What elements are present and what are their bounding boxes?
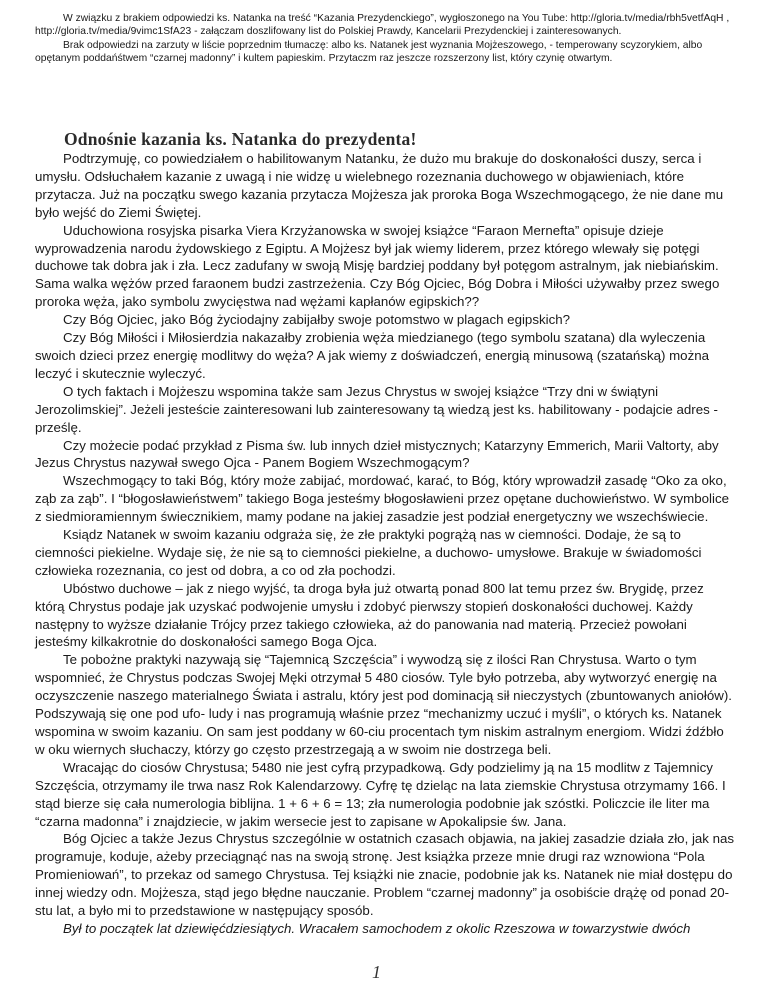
body-paragraph: Czy Bóg Ojciec, jako Bóg życiodajny zabijałby swoje potomstwo w plagach egipskich? (63, 312, 571, 328)
body-paragraph: Te pobożne praktyki nazywają się “Tajemnicą Szczęścia” i wywodzą się z ilości Ran Chrystusa. Warto o tym wspomnieć, że Chrystus podczas Swojej Męki otrzymał 5 480 ciosów. Tyle było potrzeba, aby wytworzyć energię na oczyszczenie naszego materialnego Świata i astralu, który jest pod dominacją sił nieczystych (zbuntowanych aniołów). Podszywają się one pod ufo- ludy i nas programują właśnie przez “mechanizmy uczuć i myśli”, o których ks. Natanek wspomina w swoim kazaniu. On sam jest poddany w 60-ciu procentach tym niskim astralnym energiom. Widzi źdźbło w oku wiernych słuchaczy, którzy go często przestrzegają a w swoim nie dostrzega beli. (35, 652, 732, 757)
article-body (35, 150, 735, 938)
body-paragraph: Czy Bóg Miłości i Miłosierdzia nakazałby zrobienia węża miedzianego (tego symbolu szatana) dla wyleczenia swoich dzieci przez energię modlitwy do węża? A jak wiemy z doświadczeń, energią minusową (szatańską) można leczyć i skutecznie wyleczyć. (35, 330, 710, 381)
body-paragraph: Czy możecie podać przykład z Pisma św. lub innych dzieł mistycznych; Katarzyny Emmerich, Marii Valtorty, aby Jezus Chrystus nazywał swego Ojca - Panem Bogiem Wszechmogącym? (35, 437, 719, 471)
intro-note (35, 12, 735, 66)
body-paragraph-italic: Był to początek lat dziewięćdziesiątych. Wracałem samochodem z okolic Rzeszowa w towarzystwie dwóch (63, 920, 691, 936)
intro-paragraph-2: Brak odpowiedzi na zarzuty w liście poprzednim tłumaczę: albo ks. Natanek jest wyznania Mojżeszowego, - temperowany scyzorykiem, albo opętanym poddańśtwem “czarnej madonny” i kultem papieskim. Przytaczm raz jeszcze rozszerzony list, który czynię otwartym. (35, 39, 703, 65)
body-paragraph: Wszechmogący to taki Bóg, który może zabijać, mordować, karać, to Bóg, który wprowadził zasadę “Oko za oko, ząb za ząb”. I “błogosławieństwem” takiego Boga jesteśmy błogosławieni przez opętane duchowieństwo. W symbolice z siedmioramiennym świecznikiem, mamy podane na jakiej zasadzie jest podział energetyczny we wszechświecie. (35, 473, 729, 525)
body-paragraph: Uduchowiona rosyjska pisarka Viera Krzyżanowska w swojej książce “Faraon Mernefta” opisuje dzieje wyprowadzenia narodu żydowskiego z Egiptu. A Mojżesz był jak wiemy liderem, przez którego wlewały się potęgi duchowe tak dobra jak i zła. Lecz zadufany w swoją Misję bardziej poddany był potęgom astralnym, jak niebiańskim. Sama walka wężów przed faraonem budzi zastrzeżenia. Czy Bóg Ojciec, Bóg Dobra i Miłości używałby przez swego proroka węża, jako symbolu zwycięstwa nad wężami kapłanów egipskich?? (35, 222, 720, 310)
body-paragraph: Ksiądz Natanek w swoim kazaniu odgraża się, że złe praktyki pogrążą nas w ciemności. Dodaje, że są to ciemności piekielne. Wydaje się, że nie są to ciemności piekielne, a duchowo- umysłowe. Brakuje w świadomości człowieka rozeznania, co jest od dobra, a co od zła pochodzi. (35, 527, 702, 578)
body-paragraph: O tych faktach i Mojżeszu wspomina także sam Jezus Chrystus w swojej książce “Trzy dni w świątyni Jerozolimskiej”. Jeżeli jesteście zainteresowani lub zainteresowany tą wiedzą jest ks. habilitowany - podajcie adres - prześlę. (35, 383, 718, 435)
body-paragraph: Bóg Ojciec a także Jezus Chrystus szczególnie w ostatnich czasach objawia, na jakiej zasadzie działa zło, jak nas programuje, koduje, ażeby przeciągnąć nas na swoją stronę. Jest książka przeze mnie drugi raz wznowiona “Pola Promieniowań”, to przekaz od samego Chrystusa. Tej książki nie znacie, podobnie jak ks. Natanek nie miał dostępu do innej wiedzy odn. Mojżesza, stąd jego błędne nauczanie. Problem “czarnej madonny” ja osobiście drążę od ponad 20-stu lat, a było mi to przedstawione w następujący sposób. (35, 831, 735, 919)
page-number: 1 (372, 962, 381, 982)
article-title: Odnośnie kazania ks. Natanka do prezydenta! (64, 129, 417, 149)
body-paragraph: Ubóstwo duchowe – jak z niego wyjść, ta droga była już otwartą ponad 800 lat temu przez św. Brygidę, przez którą Chrystus podaje jak uzyskać podwojenie umysłu i zdobyć pierwszy stopień doskonałości duchowej. Każdy następny to wyższe działanie Trójcy przez takiego człowieka, aż do panowania nad materią. Przecież powołani jesteśmy kilkakrotnie do doskonałości samego Boga Ojca. (35, 580, 704, 650)
body-paragraph: Podtrzymuję, co powiedziałem o habilitowanym Natanku, że dużo mu brakuje do doskonałości duszy, serca i umysłu. Odsłuchałem kazanie z uwagą i nie widzę u wielebnego rozeznania duchowego w objawieniach, które przytacza. Już na początku swego kazania przytacza Mojżesza jak proroka Boga Wszechmogącego, że nie dane mu było wejść do Ziemi Świętej. (35, 151, 724, 220)
body-paragraph: Wracając do ciosów Chrystusa; 5480 nie jest cyfrą przypadkową. Gdy podzielimy ją na 15 modlitw z Tajemnicy Szczęścia, otrzymamy ile trwa nasz Rok Kalendarzowy. Cyfrę tę dzieląc na lata ziemskie Chrystusa otrzymamy 166. I stąd bierze się cała numerologia biblijna. 1 + 6 + 6 = 13; zła numerologia podobnie jak szóstki. Policzcie ile liter ma “czarna madonna” i znajdziecie, w jakim wersecie jest to zapisane w Apokalipsie św. Jana. (35, 759, 726, 829)
intro-paragraph-1: W związku z brakiem odpowiedzi ks. Natanka na treść “Kazania Prezydenckiego”, wygłoszonego na You Tube: http://gloria.tv/media/rbh5vetfAqH , http://gloria.tv/media/9vimc1SfA23 - załączam doszlifowany list do Polskiej Prawdy, Kancelarii Prezydenckiej i zainteresowanych. (35, 13, 730, 38)
